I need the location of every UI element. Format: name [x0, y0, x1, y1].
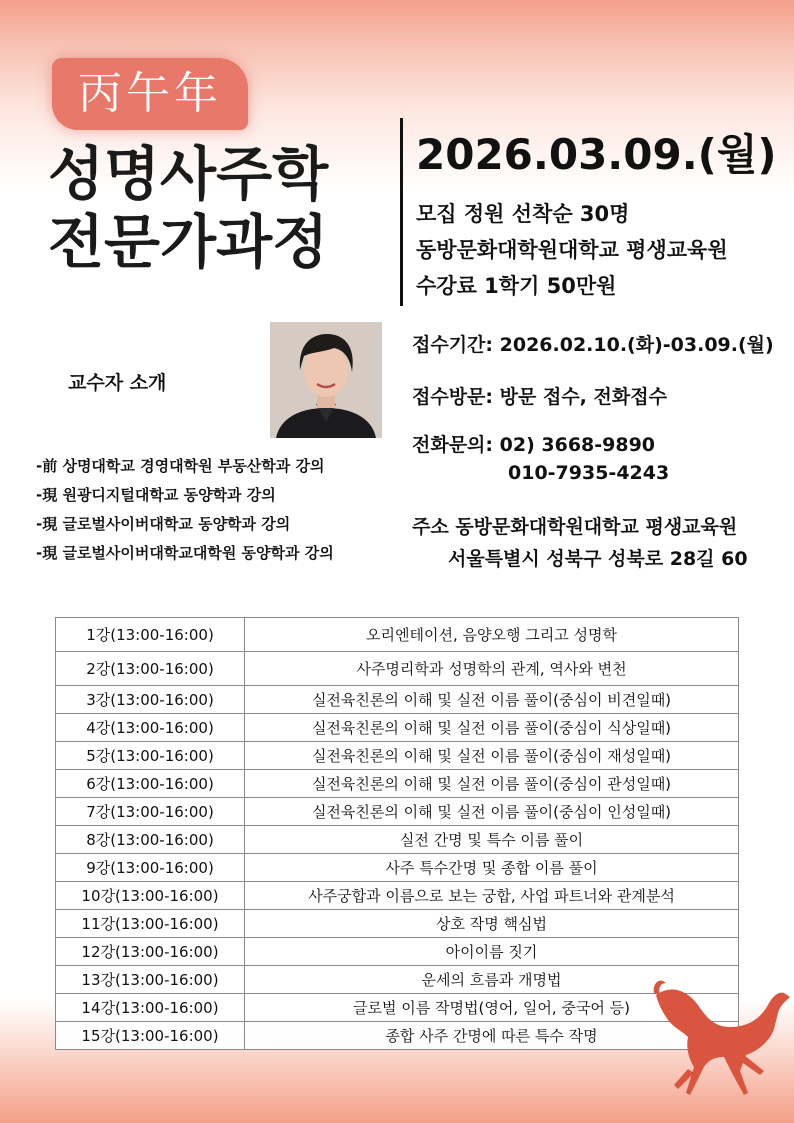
course-title: [48, 140, 328, 276]
career-item: -現 글로벌사이버대학교대학원 동양학과 강의: [36, 544, 334, 562]
info-capacity: 모집 정원 선착순 30명: [416, 202, 630, 226]
table-row: [56, 966, 739, 994]
table-row: [56, 798, 739, 826]
session-cell: 1강(13:00-16:00): [56, 618, 245, 652]
registration-phone: [412, 430, 655, 457]
method-label: 접수방문:: [412, 386, 494, 408]
divider-line: [400, 118, 403, 306]
info-institution: 동방문화대학원대학교 평생교육원: [416, 238, 728, 262]
table-row: [56, 1022, 739, 1050]
session-cell: 15강(13:00-16:00): [56, 1022, 245, 1050]
address-line-1: 주소 동방문화대학원대학교 평생교육원: [412, 516, 738, 538]
session-cell: 8강(13:00-16:00): [56, 826, 245, 854]
professor-photo: [270, 322, 382, 438]
professor-heading: 교수자 소개: [68, 372, 167, 394]
session-cell: 14강(13:00-16:00): [56, 994, 245, 1022]
session-cell: 2강(13:00-16:00): [56, 652, 245, 686]
topic-cell: 사주궁합과 이름으로 보는 궁합, 사업 파트너와 관계분석: [245, 882, 739, 910]
registration-period: [412, 330, 774, 357]
topic-cell: 종합 사주 간명에 따른 특수 작명: [245, 1022, 739, 1050]
session-cell: 13강(13:00-16:00): [56, 966, 245, 994]
topic-cell: 사주 특수간명 및 종합 이름 풀이: [245, 854, 739, 882]
info-fee: 수강료 1학기 50만원: [416, 274, 617, 298]
topic-cell: 실전육친론의 이해 및 실전 이름 풀이(중심이 식상일때): [245, 714, 739, 742]
table-row: [56, 826, 739, 854]
course-title-line-1: 성명사주학: [48, 140, 329, 208]
phone-2: 010-7935-4243: [508, 462, 670, 484]
table-row: [56, 854, 739, 882]
table-row: [56, 742, 739, 770]
table-row: [56, 938, 739, 966]
address-line-2: 서울특별시 성북구 성북로 28길 60: [448, 548, 748, 570]
table-row: [56, 618, 739, 652]
table-row: [56, 882, 739, 910]
career-item: -前 상명대학교 경영대학원 부동산학과 강의: [36, 457, 325, 475]
phone-1: 02) 3668-9890: [499, 434, 656, 456]
session-cell: 7강(13:00-16:00): [56, 798, 245, 826]
table-row: [56, 686, 739, 714]
year-badge: 丙午年: [78, 68, 222, 119]
career-item: -現 글로벌사이버대학교 동양학과 강의: [36, 515, 291, 533]
session-cell: 5강(13:00-16:00): [56, 742, 245, 770]
topic-cell: 실전육친론의 이해 및 실전 이름 풀이(중심이 관성일때): [245, 770, 739, 798]
period-value: 2026.02.10.(화)-03.09.(월): [499, 334, 774, 356]
schedule-table: [55, 617, 739, 1050]
topic-cell: 실전육친론의 이해 및 실전 이름 풀이(중심이 재성일때): [245, 742, 739, 770]
professor-career: [36, 452, 334, 568]
topic-cell: 실전육친론의 이해 및 실전 이름 풀이(중심이 인성일때): [245, 798, 739, 826]
course-info: [416, 196, 728, 304]
topic-cell: 글로벌 이름 작명법(영어, 일어, 중국어 등): [245, 994, 739, 1022]
topic-cell: 실전육친론의 이해 및 실전 이름 풀이(중심이 비견일때): [245, 686, 739, 714]
session-cell: 12강(13:00-16:00): [56, 938, 245, 966]
session-cell: 3강(13:00-16:00): [56, 686, 245, 714]
topic-cell: 사주명리학과 성명학의 관계, 역사와 변천: [245, 652, 739, 686]
method-value: 방문 접수, 전화접수: [499, 386, 667, 408]
topic-cell: 운세의 흐름과 개명법: [245, 966, 739, 994]
table-row: [56, 910, 739, 938]
horse-illustration: [652, 975, 794, 1123]
course-date: 2026.03.09.(월): [416, 130, 777, 179]
topic-cell: 오리엔테이션, 음양오행 그리고 성명학: [245, 618, 739, 652]
session-cell: 11강(13:00-16:00): [56, 910, 245, 938]
session-cell: 6강(13:00-16:00): [56, 770, 245, 798]
session-cell: 9강(13:00-16:00): [56, 854, 245, 882]
phone-label: 전화문의:: [412, 434, 494, 456]
career-item: -現 원광디지털대학교 동양학과 강의: [36, 486, 276, 504]
topic-cell: 상호 작명 핵심법: [245, 910, 739, 938]
session-cell: 4강(13:00-16:00): [56, 714, 245, 742]
table-row: [56, 994, 739, 1022]
topic-cell: 실전 간명 및 특수 이름 풀이: [245, 826, 739, 854]
table-row: [56, 714, 739, 742]
table-row: [56, 652, 739, 686]
table-row: [56, 770, 739, 798]
session-cell: 10강(13:00-16:00): [56, 882, 245, 910]
period-label: 접수기간:: [412, 334, 494, 356]
registration-method: [412, 382, 667, 409]
topic-cell: 아이이름 짓기: [245, 938, 739, 966]
course-title-line-2: 전문가과정: [48, 208, 329, 276]
